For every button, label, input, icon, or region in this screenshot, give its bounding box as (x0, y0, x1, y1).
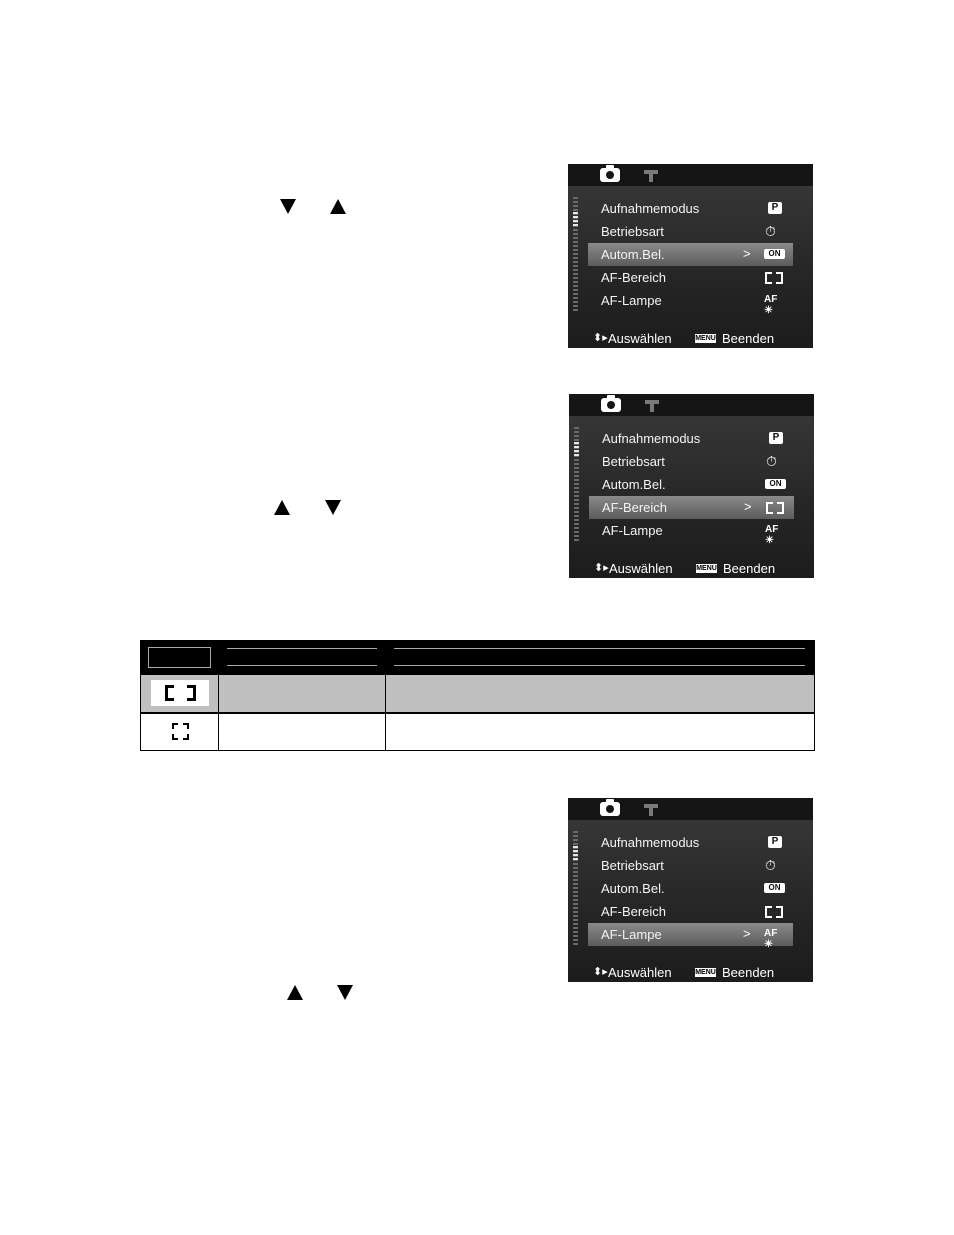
column-divider (385, 675, 386, 712)
camera-icon[interactable] (600, 802, 620, 816)
menu-item-autom-bel[interactable] (588, 877, 793, 900)
on-badge: ON (764, 883, 785, 893)
menu-item-label: AF-Lampe (602, 523, 663, 538)
icon-cell (151, 680, 209, 706)
menu-tab-bar (568, 798, 813, 820)
exit-hint: Beenden (722, 331, 775, 346)
menu-item-label: Aufnahmemodus (602, 431, 701, 446)
menu-item-label: Aufnahmemodus (601, 201, 700, 216)
menu-item-label: AF-Lampe (601, 293, 662, 308)
column-divider (218, 714, 219, 750)
menu-item-label: AF-Bereich (602, 500, 668, 515)
program-mode-icon: P (768, 836, 782, 848)
menu-button-icon: MENU (696, 565, 717, 572)
af-lamp-icon: AF☀ (764, 294, 778, 316)
down-arrow-icon (325, 500, 341, 515)
menu-item-label: Autom.Bel. (602, 477, 666, 492)
select-hint: Auswählen (608, 331, 672, 346)
down-arrow-icon (337, 985, 353, 1000)
af-lamp-icon: AF☀ (764, 928, 778, 950)
menu-item-label: Betriebsart (601, 224, 664, 239)
chevron-right-icon: > (743, 246, 751, 261)
header-rule (227, 665, 377, 666)
up-arrow-icon (274, 500, 290, 515)
menu-item-label: Aufnahmemodus (601, 835, 700, 850)
menu-item-af-lampe[interactable] (588, 923, 793, 950)
af-center-icon (172, 723, 189, 740)
menu-footer (569, 560, 814, 578)
camera-icon[interactable] (601, 398, 621, 412)
navigate-icon: ⬍▸ (593, 966, 608, 978)
menu-item-autom-bel[interactable] (589, 473, 794, 496)
af-wide-icon (165, 685, 196, 701)
self-timer-icon: ⏱ (766, 453, 777, 469)
menu-item-autom-bel[interactable] (588, 243, 793, 266)
camera-menu-screen (568, 164, 813, 348)
up-arrow-icon (330, 199, 346, 214)
header-rule (394, 648, 805, 649)
menu-button-icon: MENU (695, 335, 716, 342)
camera-menu-screen (568, 798, 813, 982)
menu-tab-bar (569, 394, 814, 416)
menu-item-aufnahmemodus[interactable] (588, 831, 793, 854)
menu-item-label: Betriebsart (602, 454, 665, 469)
menu-item-label: AF-Bereich (601, 270, 667, 285)
up-arrow-icon (287, 985, 303, 1000)
menu-item-af-bereich[interactable] (588, 266, 793, 289)
menu-item-label: Autom.Bel. (601, 881, 665, 896)
navigate-icon: ⬍▸ (594, 562, 609, 574)
menu-item-betriebsart[interactable] (588, 854, 793, 877)
af-area-icon (766, 502, 784, 514)
menu-item-af-bereich[interactable] (588, 900, 793, 923)
menu-item-aufnahmemodus[interactable] (589, 427, 794, 450)
menu-item-af-lampe[interactable] (589, 519, 794, 546)
scroll-thumb[interactable] (574, 442, 579, 456)
menu-item-label: Betriebsart (601, 858, 664, 873)
af-area-icon (765, 272, 783, 284)
menu-item-betriebsart[interactable] (588, 220, 793, 243)
column-divider (218, 675, 219, 712)
down-arrow-icon (280, 199, 296, 214)
menu-tab-bar (568, 164, 813, 186)
column-divider (385, 714, 386, 750)
menu-footer (568, 964, 813, 982)
af-area-options-table (140, 640, 815, 750)
header-cell (148, 647, 211, 668)
menu-button-icon: MENU (695, 969, 716, 976)
af-area-icon (765, 906, 783, 918)
on-badge: ON (764, 249, 785, 259)
menu-footer (568, 330, 813, 348)
header-rule (394, 665, 805, 666)
menu-item-betriebsart[interactable] (589, 450, 794, 473)
navigate-icon: ⬍▸ (593, 332, 608, 344)
program-mode-icon: P (769, 432, 783, 444)
scroll-thumb[interactable] (573, 212, 578, 226)
menu-item-af-bereich[interactable] (589, 496, 794, 519)
menu-item-label: AF-Bereich (601, 904, 667, 919)
select-hint: Auswählen (609, 561, 673, 576)
header-rule (227, 648, 377, 649)
setup-icon[interactable] (644, 804, 658, 808)
program-mode-icon: P (768, 202, 782, 214)
exit-hint: Beenden (722, 965, 775, 980)
setup-icon[interactable] (644, 170, 658, 174)
setup-icon[interactable] (645, 400, 659, 404)
menu-item-label: Autom.Bel. (601, 247, 665, 262)
table-row[interactable] (140, 675, 815, 713)
chevron-right-icon: > (744, 499, 752, 514)
camera-icon[interactable] (600, 168, 620, 182)
scrollbar[interactable] (573, 831, 578, 947)
table-header (140, 640, 815, 675)
menu-item-af-lampe[interactable] (588, 289, 793, 316)
scrollbar[interactable] (574, 427, 579, 543)
self-timer-icon: ⏱ (765, 857, 776, 873)
table-row[interactable] (140, 713, 815, 751)
exit-hint: Beenden (723, 561, 776, 576)
select-hint: Auswählen (608, 965, 672, 980)
af-lamp-icon: AF☀ (765, 524, 779, 546)
scrollbar[interactable] (573, 197, 578, 313)
chevron-right-icon: > (743, 926, 751, 941)
on-badge: ON (765, 479, 786, 489)
menu-item-label: AF-Lampe (601, 927, 662, 942)
self-timer-icon: ⏱ (765, 223, 776, 239)
scroll-thumb[interactable] (573, 846, 578, 860)
camera-menu-screen (569, 394, 814, 578)
menu-item-aufnahmemodus[interactable] (588, 197, 793, 220)
